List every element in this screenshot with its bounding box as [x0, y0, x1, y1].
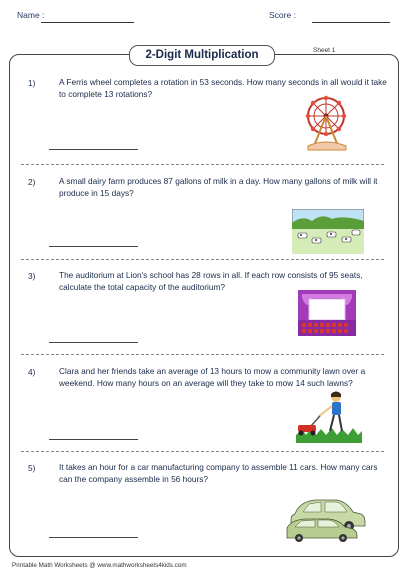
answer-line[interactable]: [49, 149, 138, 150]
lawn-mower-picture: [296, 389, 362, 443]
divider: [21, 259, 384, 260]
cars-picture: [285, 490, 367, 542]
answer-line[interactable]: [49, 439, 138, 440]
question-number: 1): [28, 78, 36, 88]
question-number: 4): [28, 367, 36, 377]
question-number: 2): [28, 177, 36, 187]
question-text: It takes an hour for a car manufacturing company to assemble 11 cars. How many cars can the company assemble in 56 hours?: [59, 462, 378, 484]
score-field[interactable]: [312, 22, 390, 23]
question-number: 5): [28, 463, 36, 473]
question-text: A Ferris wheel completes a rotation in 53 seconds. How many seconds in all would it take to complete 13 rotations?: [59, 77, 387, 99]
question-text: The auditorium at Lion's school has 28 rows in all. If each row consists of 95 seats, calculate the total capacity of the auditorium?: [59, 270, 363, 292]
ferris-wheel-picture: [302, 94, 352, 154]
question-text: A small dairy farm produces 87 gallons of milk in a day. How many gallons of milk will it produce in 15 days?: [59, 176, 378, 198]
question-number: 3): [28, 271, 36, 281]
answer-line[interactable]: [49, 342, 138, 343]
answer-line[interactable]: [49, 246, 138, 247]
sheet-number: Sheet 1: [313, 47, 336, 54]
divider: [21, 354, 384, 355]
divider: [21, 164, 384, 165]
name-label: Name :: [17, 10, 45, 20]
answer-line[interactable]: [49, 537, 138, 538]
cows-picture: [292, 209, 364, 254]
auditorium-picture: [298, 290, 356, 336]
divider: [21, 451, 384, 452]
name-field[interactable]: [41, 22, 134, 23]
score-label: Score :: [269, 10, 296, 20]
footer-text: Printable Math Worksheets @ www.mathworksheets4kids.com: [12, 562, 187, 569]
question-text: Clara and her friends take an average of 13 hours to mow a community lawn over a weekend. How many hours on an average will they take to mow 14 such lawns?: [59, 366, 366, 388]
worksheet-title: 2-Digit Multiplication: [129, 45, 275, 66]
